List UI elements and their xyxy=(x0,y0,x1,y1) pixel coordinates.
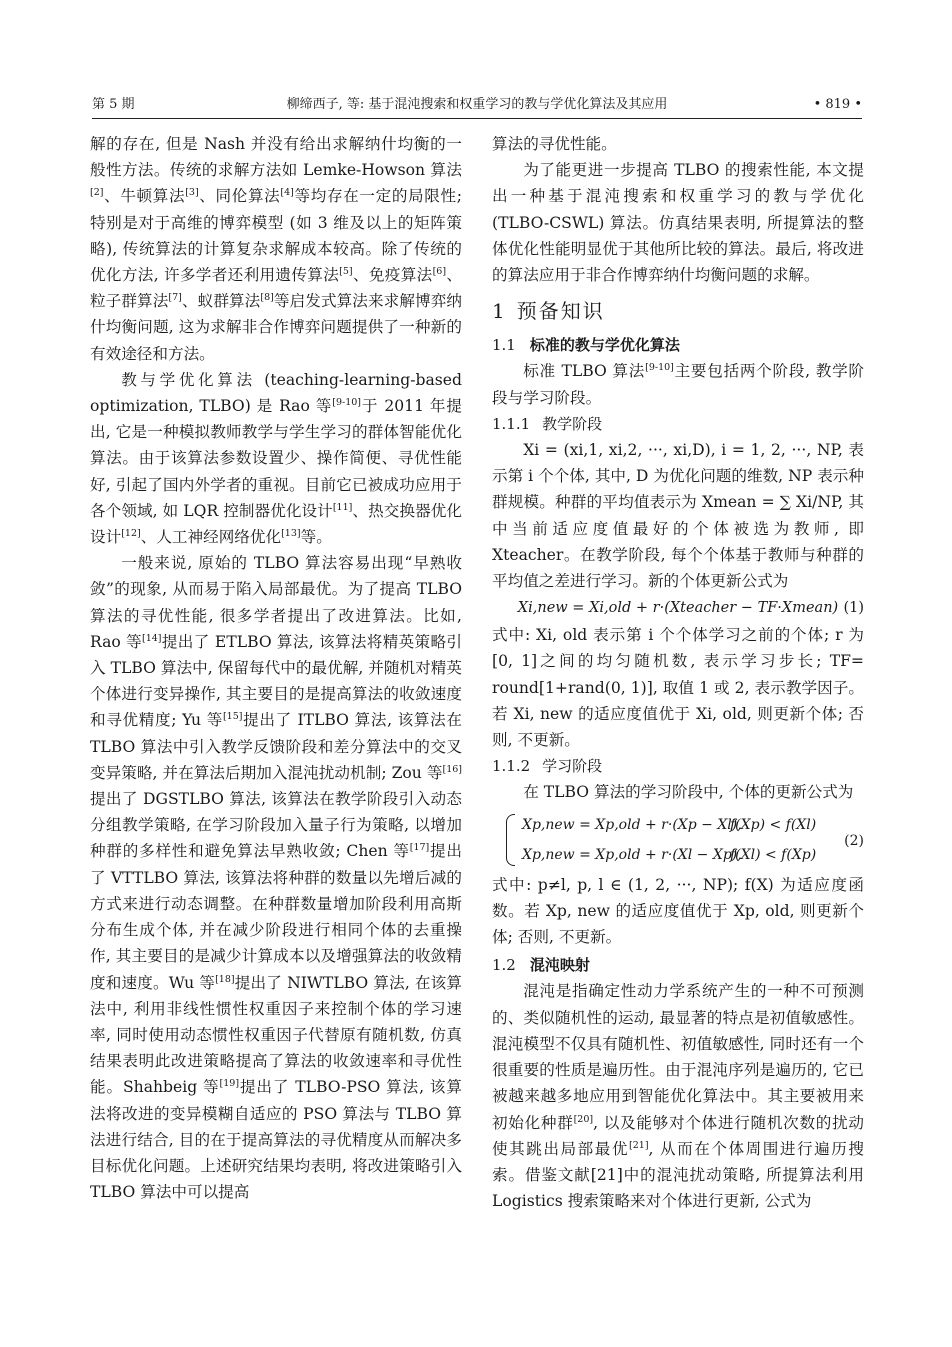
citation: [6] xyxy=(432,266,447,278)
subsection-heading xyxy=(492,952,864,978)
citation: [7] xyxy=(168,292,182,304)
subsection-title: 混沌映射 xyxy=(529,956,590,975)
subsection-number: 1.1 xyxy=(492,336,516,355)
equation-line: Xp,new = Xp,old + r·(Xp − Xl), xyxy=(522,816,742,833)
paragraph: 式中: p≠l, p, l ∈ (1, 2, ···, NP); f(X) 为适应度函数。若 Xp, new 的适应度值优于 Xp, old, 则更新个体; 否则, 不更新。 xyxy=(492,875,864,947)
subsection-heading xyxy=(492,332,864,358)
citation: [12] xyxy=(121,528,141,540)
citation: [2] xyxy=(90,187,104,199)
subsubsection-title: 教学阶段 xyxy=(542,414,603,433)
paragraph: 教与学优化算法 (teaching-learning-based optimization, TLBO) 是 Rao 等[9-10]于 2011 年提出, 它是一种模拟教师教学与学生学习的群体智能优化算法。由于该算法参数设置少、操作简便、寻优性能好, 引起了国内外学者的重视。目前它已被成功应用于各个领域, 如 LQR 控制器优化设计[11]、热交换器优化设计[12]、人工神经网络优化[13]等。 xyxy=(90,370,462,547)
equation-number: (2) xyxy=(844,832,864,849)
section-heading xyxy=(492,296,864,326)
subsubsection-number: 1.1.1 xyxy=(492,414,531,433)
paragraph: 混沌是指确定性动力学系统产生的一种不可预测的、类似随机性的运动, 最显著的特点是初值敏感性。混沌模型不仅具有随机性、初值敏感性, 同时还有一个很重要的性质是遍历性。由于混沌序列是遍历的, 它已被越来越多地应用到智能优化算法中。其主要被用来初始化种群[20], 以及能够对个体进行随机次数的扰动使其跳出局部最优[21], 从而在个体周围进行遍历搜索。借鉴文献[21]中的混沌扰动策略, 所提算法利用 Logistics 搜索策略来对个体进行更新, 公式为 xyxy=(492,982,864,1211)
paragraph: 在 TLBO 算法的学习阶段中, 个体的更新公式为 xyxy=(523,783,854,802)
issue-number: 第 5 期 xyxy=(92,97,135,112)
citation: [14] xyxy=(142,632,162,644)
citation: [17] xyxy=(409,842,430,854)
left-brace xyxy=(506,814,515,866)
header-rule xyxy=(92,118,862,119)
equation-condition: f(Xp) < f(Xl) xyxy=(730,816,817,833)
equation-1 xyxy=(492,596,864,620)
left-column xyxy=(90,131,462,1205)
running-header xyxy=(92,94,862,116)
paragraph: 解的存在, 但是 Nash 并没有给出求解纳什均衡的一般性方法。传统的求解方法如 Lemke-Howson 算法[2]、牛顿算法[3]、同伦算法[4]等均存在一定的局限性; 特别是对于高维的博弈模型 (如 3 维及以上的矩阵策略), 传统算法的计算复杂求解成本较高。除了传统的优化方法, 许多学者还利用遗传算法[5]、免疫算法[6]、粒子群算法[7]、蚁群算法[8]等启发式算法来求解博弈纳什均衡问题, 这为求解非合作博弈问题提供了一种新的有效途径和方法。 xyxy=(90,135,462,363)
equation-condition: f(Xl) < f(Xp) xyxy=(730,846,817,863)
page-number: • 819 • xyxy=(813,97,862,112)
citation: [4] xyxy=(280,187,294,199)
citation: [21] xyxy=(629,1139,649,1151)
citation: [18] xyxy=(215,973,235,985)
paragraph: 算法的寻优性能。 xyxy=(492,135,617,153)
right-column xyxy=(492,131,864,1214)
equation-2 xyxy=(492,810,864,870)
subsubsection-heading xyxy=(492,411,864,437)
citation: [20] xyxy=(573,1113,594,1125)
paragraph: 一般来说, 原始的 TLBO 算法容易出现“早熟收敛”的现象, 从而易于陷入局部最优。为了提高 TLBO 算法的寻优性能, 很多学者提出了改进算法。比如, Rao 等[14]提出了 ETLBO 算法, 该算法将精英策略引入 TLBO 算法中, 保留每代中的最优解, 并随机对精英个体进行变异操作, 其主要目的是提高算法的收敛速度和寻优精度; Yu 等[15]提出了 ITLBO 算法, 该算法在 TLBO 算法中引入教学反馈阶段和差分算法中的交叉变异策略, 并在算法后期加入混沌扰动机制; Zou 等[16]提出了 DGSTLBO 算法, 该算法在教学阶段引入动态分组教学策略, 在学习阶段加入量子行为策略, 以增加种群的多样性和避免算法早熟收敛; Chen 等[17]提出了 VTTLBO 算法, 该算法将种群的数量以先增后减的方式来进行动态调整。在种群数量增加阶段利用高斯分布生成个体, 并在减少阶段进行相同个体的去重操作, 其主要目的是减少计算成本以及增强算法的收敛精度和速度。Wu 等[18]提出了 NIWTLBO 算法, 在该算法中, 利用非线性惯性权重因子来控制个体的学习速率, 同时使用动态惯性权重因子代替原有随机数, 仿真结果表明此改进策略提高了算法的收敛速率和寻优性能。Shahbeig 等[19]提出了 TLBO-PSO 算法, 该算法将改进的变异模糊自适应的 PSO 算法与 TLBO 算法进行结合, 目的在于提高算法的寻优精度从而解决多目标优化问题。上述研究结果均表明, 将改进策略引入 TLBO 算法中可以提高 xyxy=(90,554,463,1202)
citation: [13] xyxy=(281,528,301,540)
citation: [9-10] xyxy=(645,362,674,374)
section-title: 预备知识 xyxy=(516,299,605,324)
citation: [8] xyxy=(260,292,274,304)
paragraph: 式中: Xi, old 表示第 i 个个体学习之前的个体; r 为[0, 1]之间的均匀随机数, 表示学习步长; TF= round[1+rand(0, 1)], 取值 1 或 2, 表示教学因子。若 Xi, new 的适应度值优于 Xi, old, 则更新个体; 否则, 不更新。 xyxy=(492,626,864,750)
subsubsection-heading xyxy=(492,753,864,779)
subsection-title: 标准的教与学优化算法 xyxy=(529,336,680,355)
citation: [11] xyxy=(332,501,353,513)
paragraph: Xi = (xi,1, xi,2, ···, xi,D), i = 1, 2, ···, NP, 表示第 i 个个体, 其中, D 为优化问题的维数, NP 表示种群规模。种群的平均值表示为 Xmean = ∑ Xi/NP, 其中当前适应度值最好的个体被选为教师, 即 Xteacher。在教学阶段, 每个个体基于教师与种群的平均值之差进行学习。新的个体更新公式为 xyxy=(492,441,864,591)
running-title: 柳缔西子, 等: 基于混沌搜索和权重学习的教与学优化算法及其应用 xyxy=(286,97,668,112)
citation: [16] xyxy=(442,763,462,775)
equation-body: Xi,new = Xi,old + r·(Xteacher − TF·Xmean) xyxy=(517,600,839,617)
citation: [3] xyxy=(185,187,199,199)
equation-line: Xp,new = Xp,old + r·(Xl − Xp), xyxy=(522,846,742,863)
subsubsection-number: 1.1.2 xyxy=(492,757,531,776)
citation: [5] xyxy=(339,266,353,278)
citation: [15] xyxy=(222,711,243,723)
citation: [19] xyxy=(219,1078,240,1090)
subsubsection-title: 学习阶段 xyxy=(542,757,603,776)
subsection-number: 1.2 xyxy=(492,956,516,975)
paragraph: 为了能更进一步提高 TLBO 的搜索性能, 本文提出一种基于混沌搜索和权重学习的教与学优化 (TLBO-CSWL) 算法。仿真结果表明, 所提算法的整体优化性能明显优于其他所比较的算法。最后, 将改进的算法应用于非合作博弈纳什均衡问题的求解。 xyxy=(492,161,864,285)
citation: [9-10] xyxy=(332,397,362,409)
section-number: 1 xyxy=(492,299,505,324)
equation-number: (1) xyxy=(843,600,864,617)
paragraph: 标准 TLBO 算法[9-10]主要包括两个阶段, 教学阶段与学习阶段。 xyxy=(492,362,864,407)
